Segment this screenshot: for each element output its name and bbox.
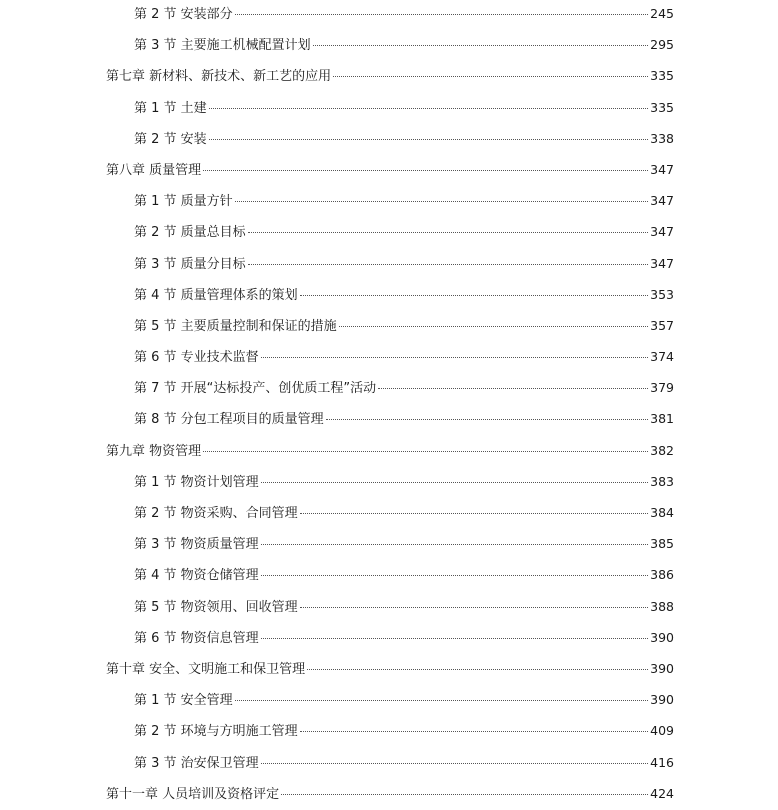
toc-page-number: 347 [650, 161, 674, 177]
toc-entry-title: 第九章 物资管理 [106, 443, 202, 459]
toc-entry-title: 第十一章 人员培训及资格评定 [106, 786, 280, 802]
toc-chapter-entry[interactable] [0, 154, 778, 185]
toc-dot-leader [209, 139, 648, 140]
toc-dot-leader [300, 295, 648, 296]
toc-dot-leader [261, 544, 648, 545]
toc-dot-leader [300, 607, 648, 608]
toc-section-entry[interactable] [0, 123, 778, 154]
toc-page-number: 353 [650, 286, 674, 302]
toc-section-entry[interactable] [0, 715, 778, 746]
toc-entry-title: 第 3 节 主要施工机械配置计划 [134, 38, 311, 54]
toc-page-number: 347 [650, 224, 674, 240]
toc-dot-leader [261, 575, 648, 576]
toc-page-number: 390 [650, 692, 674, 708]
toc-section-entry[interactable] [0, 185, 778, 216]
toc-dot-leader [203, 451, 648, 452]
toc-dot-leader [281, 794, 648, 795]
toc-page-number: 347 [650, 255, 674, 271]
toc-page-number: 338 [650, 130, 674, 146]
toc-page-number: 390 [650, 660, 674, 676]
toc-entry-title: 第 1 节 土建 [134, 100, 207, 116]
toc-page-number: 379 [650, 380, 674, 396]
toc-section-entry[interactable] [0, 279, 778, 310]
toc-entry-title: 第 2 节 质量总目标 [134, 225, 246, 241]
toc-page-number: 385 [650, 536, 674, 552]
toc-entry-title: 第 1 节 质量方针 [134, 194, 233, 210]
toc-entry-title: 第 3 节 质量分目标 [134, 256, 246, 272]
toc-page-number: 388 [650, 598, 674, 614]
toc-dot-leader [203, 170, 648, 171]
toc-entry-title: 第十章 安全、文明施工和保卫管理 [106, 661, 306, 677]
toc-dot-leader [307, 669, 648, 670]
toc-page-number: 381 [650, 411, 674, 427]
toc-entry-title: 第 8 节 分包工程项目的质量管理 [134, 412, 324, 428]
toc-section-entry[interactable] [0, 403, 778, 434]
toc-section-entry[interactable] [0, 248, 778, 279]
toc-dot-leader [235, 14, 648, 15]
toc-page-number: 374 [650, 349, 674, 365]
toc-section-entry[interactable] [0, 684, 778, 715]
toc-entry-title: 第 2 节 物资采购、合同管理 [134, 506, 298, 521]
toc-dot-leader [248, 232, 648, 233]
toc-section-entry[interactable] [0, 466, 778, 497]
toc-entry-title: 第 4 节 质量管理体系的策划 [134, 287, 298, 303]
toc-page-number: 386 [650, 567, 674, 583]
toc-chapter-entry[interactable] [0, 435, 778, 466]
toc-dot-leader [235, 700, 648, 701]
toc-page-number: 335 [650, 99, 674, 115]
toc-entry-title: 第 5 节 主要质量控制和保证的措施 [134, 318, 337, 334]
toc-dot-leader [300, 513, 648, 514]
toc-section-entry[interactable] [0, 29, 778, 60]
toc-section-entry[interactable] [0, 0, 778, 29]
toc-entry-title: 第 3 节 治安保卫管理 [134, 755, 259, 771]
toc-section-entry[interactable] [0, 310, 778, 341]
toc-dot-leader [313, 45, 648, 46]
toc-section-entry[interactable] [0, 216, 778, 247]
toc-entry-title: 第 1 节 安全管理 [134, 693, 233, 709]
toc-section-entry[interactable] [0, 497, 778, 528]
toc-section-entry[interactable] [0, 92, 778, 123]
toc-section-entry[interactable] [0, 747, 778, 778]
toc-section-entry[interactable] [0, 591, 778, 622]
toc-page-number: 416 [650, 754, 674, 770]
toc-dot-leader [235, 201, 648, 202]
toc-page-number: 390 [650, 629, 674, 645]
toc-dot-leader [261, 763, 648, 764]
toc-entry-title: 第七章 新材料、新技术、新工艺的应用 [106, 69, 332, 85]
toc-dot-leader [339, 326, 648, 327]
toc-page-number: 347 [650, 193, 674, 209]
toc-page-number: 383 [650, 473, 674, 489]
toc-page-number: 424 [650, 785, 674, 801]
toc-entry-title: 第 5 节 物资领用、回收管理 [134, 599, 298, 615]
toc-page-number: 295 [650, 37, 674, 53]
toc-section-entry[interactable] [0, 528, 778, 559]
toc-chapter-entry[interactable] [0, 60, 778, 91]
toc-entry-title: 第 2 节 环境与方明施工管理 [134, 724, 298, 740]
toc-dot-leader [261, 357, 648, 358]
toc-page-number: 245 [650, 6, 674, 21]
toc-dot-leader [209, 108, 648, 109]
toc-dot-leader [248, 264, 648, 265]
toc-page-number: 384 [650, 505, 674, 520]
toc-dot-leader [300, 731, 648, 732]
toc-section-entry[interactable] [0, 372, 778, 403]
toc-page-number: 335 [650, 68, 674, 84]
toc-dot-leader [326, 419, 648, 420]
toc-chapter-entry[interactable] [0, 653, 778, 684]
toc-page-number: 409 [650, 723, 674, 739]
toc-dot-leader [378, 388, 648, 389]
toc-entry-title: 第 7 节 开展“达标投产、创优质工程”活动 [134, 381, 377, 397]
toc-section-entry[interactable] [0, 559, 778, 590]
toc-section-entry[interactable] [0, 622, 778, 653]
toc-section-entry[interactable] [0, 341, 778, 372]
toc-page-number: 382 [650, 442, 674, 458]
toc-entry-title: 第 4 节 物资仓储管理 [134, 568, 259, 584]
toc-dot-leader [333, 76, 648, 77]
toc-entry-title: 第 6 节 专业技术监督 [134, 350, 259, 366]
toc-page-number: 357 [650, 317, 674, 333]
toc-chapter-entry[interactable] [0, 778, 778, 809]
toc-dot-leader [261, 638, 648, 639]
toc-entry-title: 第 2 节 安装 [134, 131, 207, 147]
toc-entry-title: 第八章 质量管理 [106, 162, 202, 178]
toc-entry-title: 第 3 节 物资质量管理 [134, 537, 259, 553]
toc-entry-title: 第 6 节 物资信息管理 [134, 630, 259, 646]
toc-entry-title: 第 1 节 物资计划管理 [134, 474, 259, 490]
toc-dot-leader [261, 482, 648, 483]
toc-entry-title: 第 2 节 安装部分 [134, 7, 233, 22]
